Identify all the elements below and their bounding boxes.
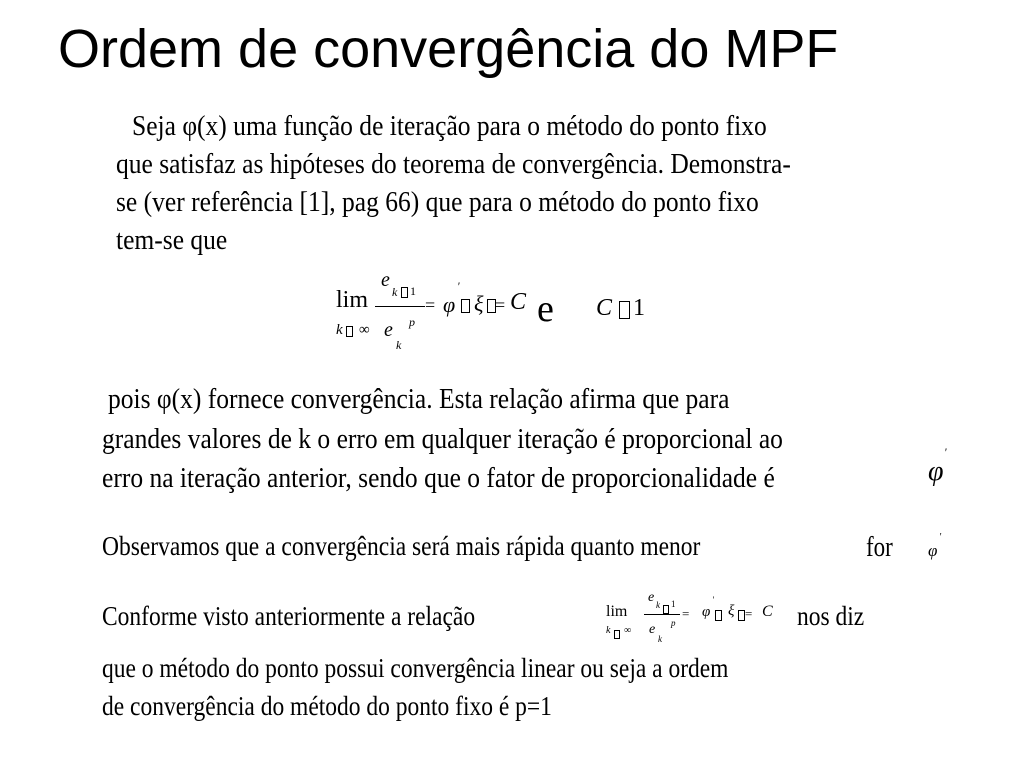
paragraph-4-right: nos diz: [797, 601, 865, 631]
equals-sign-2: =: [745, 606, 753, 621]
intro-line-3: se (ver referência [1], pag 66) que para o método do ponto fixo: [116, 186, 759, 218]
equals-sign: =: [682, 606, 690, 621]
numerator-1: 1: [671, 599, 676, 609]
phi-prime-mark: ': [944, 445, 947, 459]
limit-formula: [330, 266, 660, 356]
para2-line-1: pois φ(x) fornece convergência. Esta relação afirma que para: [108, 385, 730, 415]
phi-prime: ': [457, 279, 460, 293]
lim-text: lim: [336, 287, 369, 313]
constant-c-2: C: [596, 295, 613, 321]
lim-sub-inf: ∞: [624, 625, 632, 636]
missing-glyph: [715, 607, 722, 625]
phi-prime-symbol: φ: [928, 456, 944, 487]
numerator-e: e: [381, 269, 390, 291]
number-one: 1: [633, 295, 645, 321]
numerator-k: k: [656, 600, 660, 610]
para5-line-1: que o método do ponto possui convergência linear ou seja a ordem: [102, 655, 729, 683]
intro-line-1: Seja φ(x) uma função de iteração para o método do ponto fixo: [132, 110, 767, 142]
phi-small-symbol: φ: [928, 541, 938, 560]
para5-line-2: de convergência do método do ponto fixo é p=1: [102, 691, 552, 721]
missing-glyph: [738, 607, 745, 625]
paragraph-5: [100, 655, 903, 735]
phi-prime: ': [712, 595, 714, 605]
missing-glyph: [401, 284, 408, 302]
numerator-e: e: [648, 590, 655, 605]
para2-line-2: grandes valores de k o erro em qualquer iteração é proporcional ao: [102, 423, 783, 455]
phi-symbol: φ: [702, 604, 711, 620]
numerator-k: k: [392, 285, 398, 299]
xi-symbol: ξ: [728, 603, 735, 619]
paragraph-3: Observamos que a convergência será mais rápida quanto menor: [102, 531, 701, 561]
missing-glyph: [461, 299, 470, 317]
phi-symbol: φ: [443, 292, 456, 317]
missing-glyph: [614, 625, 620, 643]
constant-c: C: [762, 603, 773, 620]
xi-symbol: ξ: [474, 291, 484, 316]
numerator-1: 1: [410, 284, 416, 298]
for-word: for: [866, 532, 893, 563]
equals-sign-2: =: [495, 295, 506, 315]
phi-small-mark: ': [939, 532, 942, 543]
missing-glyph: [619, 301, 630, 323]
denominator-e: e: [649, 622, 656, 637]
denominator-k: k: [658, 634, 662, 644]
denominator-k: k: [396, 338, 402, 352]
constant-c: C: [510, 289, 527, 315]
denominator-p: p: [409, 315, 415, 329]
missing-glyph: [346, 323, 353, 341]
lim-sub-inf: ∞: [359, 322, 370, 338]
fraction-line: [375, 306, 425, 307]
intro-line-2: que satisfaz as hipóteses do teorema de convergência. Demonstra-: [116, 148, 791, 180]
lim-sub-k: k: [606, 625, 611, 636]
lim-text: lim: [606, 603, 628, 620]
equals-sign: =: [425, 295, 436, 315]
denominator-e: e: [384, 319, 393, 341]
intro-line-4: tem-se que: [116, 224, 228, 256]
page-title: Ordem de convergência do MPF: [58, 19, 839, 79]
lim-sub-k: k: [336, 322, 343, 338]
para2-line-3: erro na iteração anterior, sendo que o fator de proporcionalidade é: [102, 462, 775, 494]
conjunction-e: e: [537, 288, 554, 330]
missing-glyph: [663, 600, 669, 618]
denominator-p: p: [671, 618, 676, 628]
paragraph-4-left: Conforme visto anteriormente a relação: [102, 601, 476, 631]
paragraph-2: [100, 385, 903, 495]
inline-limit-formula: [602, 588, 792, 648]
fraction-line: [644, 614, 680, 615]
